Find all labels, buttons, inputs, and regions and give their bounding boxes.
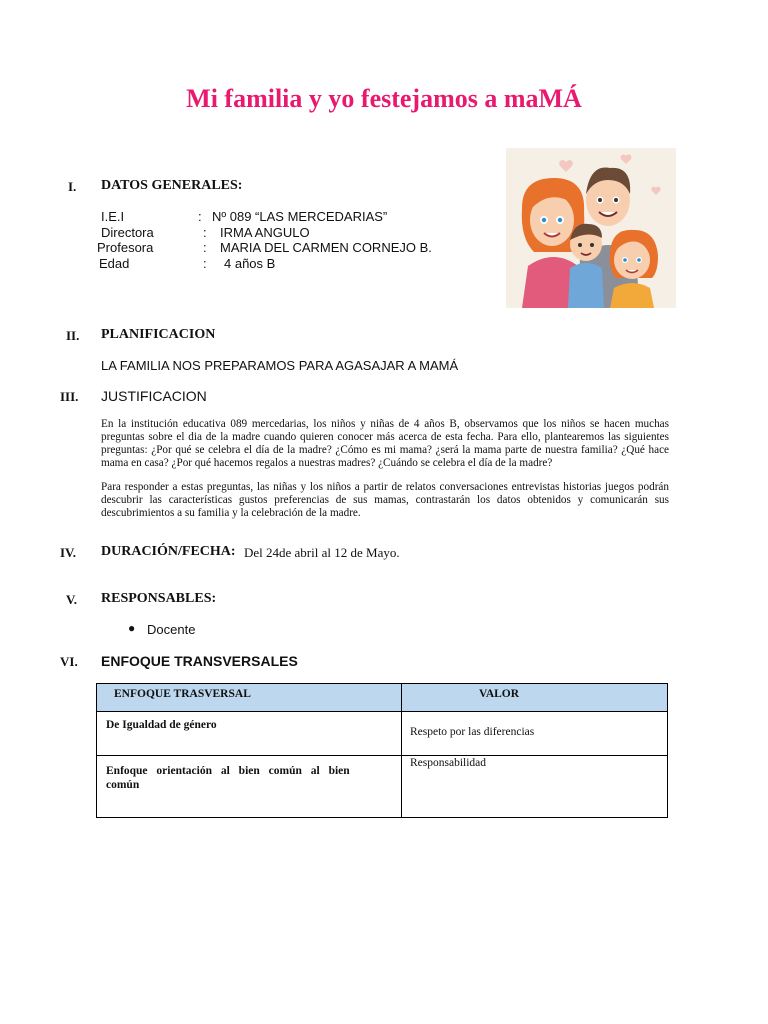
page-title: Mi familia y yo festejamos a maMÁ xyxy=(186,84,582,113)
table-cell-valor: Respeto por las diferencias xyxy=(402,712,668,756)
section-3-number: III. xyxy=(60,389,79,404)
section-6-number: VI. xyxy=(60,654,78,669)
datos-value-directora: IRMA ANGULO xyxy=(220,225,310,240)
section-2-heading xyxy=(101,327,215,343)
section-2-heading-text: PLANIFICACION xyxy=(101,327,216,342)
table-cell-enfoque: Enfoque orientación al bien común al bien común xyxy=(97,756,402,818)
datos-colon: : xyxy=(203,240,207,255)
datos-value-profesora: MARIA DEL CARMEN CORNEJO B. xyxy=(220,240,432,255)
justificacion-paragraph-1: En la institución educativa 089 mercedarias, los niños y niñas de 4 años B, observamos que los niños se hacen muchas preguntas sobre el dia de la madre cuando quieren conocer más acerca de esta fecha. Para ello, plantearemos las siguientes preguntas: ¿Por qué se celebra el día de la madre? ¿Cómo es mi mama? ¿será la mama parte de nuestra familia? ¿Qué hace mama en casa? ¿Por qué hacemos regalos a nuestras madres? ¿Cuándo se celebra el día de la madre? xyxy=(101,418,669,469)
planificacion-text: LA FAMILIA NOS PREPARAMOS PARA AGASAJAR A MAMÁ xyxy=(101,358,459,373)
section-6-heading: ENFOQUE TRANSVERSALES xyxy=(101,653,298,669)
datos-colon: : xyxy=(203,256,207,271)
section-5-number: V. xyxy=(66,592,77,607)
duracion-text: Del 24de abril al 12 de Mayo. xyxy=(244,545,400,560)
datos-label-edad: Edad xyxy=(99,256,130,271)
table-header-enfoque: ENFOQUE TRASVERSAL xyxy=(97,684,402,712)
datos-colon: : xyxy=(198,209,202,224)
family-illustration xyxy=(506,148,676,308)
table-row xyxy=(97,756,668,818)
section-4-heading: DURACIÓN/FECHA: xyxy=(101,544,236,559)
datos-label-directora: Directora xyxy=(101,225,154,240)
justificacion-paragraph-2: Para responder a estas preguntas, las niñas y los niños a partir de relatos conversaciones entrevistas historias juegos podrán descubrir las características gustos preferencias de sus mamas, contrastarán los datos obtenidos y comunicarán sus descubrimientos a su familia y la celebración de la madre. xyxy=(101,481,669,519)
table-row xyxy=(97,712,668,756)
enfoque-table xyxy=(96,683,668,818)
section-2-number: II. xyxy=(66,328,80,343)
table-header-row xyxy=(97,684,668,712)
table-header-valor: VALOR xyxy=(402,684,668,712)
table-cell-valor: Responsabilidad xyxy=(402,756,668,818)
datos-label-iei: I.E.I xyxy=(101,209,125,224)
responsable-item: Docente xyxy=(147,622,196,637)
section-5-heading: RESPONSABLES: xyxy=(101,591,217,606)
bullet-icon: ● xyxy=(128,621,136,635)
table-cell-enfoque: De Igualdad de género xyxy=(97,712,402,756)
datos-colon: : xyxy=(203,225,207,240)
datos-value-iei: Nº 089 “LAS MERCEDARIAS” xyxy=(212,209,388,224)
section-4-number: IV. xyxy=(60,545,77,560)
section-1-heading: DATOS GENERALES: xyxy=(101,178,243,193)
datos-value-edad: 4 años B xyxy=(224,256,276,271)
section-3-heading: JUSTIFICACION xyxy=(101,388,207,404)
datos-label-profesora: Profesora xyxy=(97,240,154,255)
section-1-number: I. xyxy=(68,179,77,194)
